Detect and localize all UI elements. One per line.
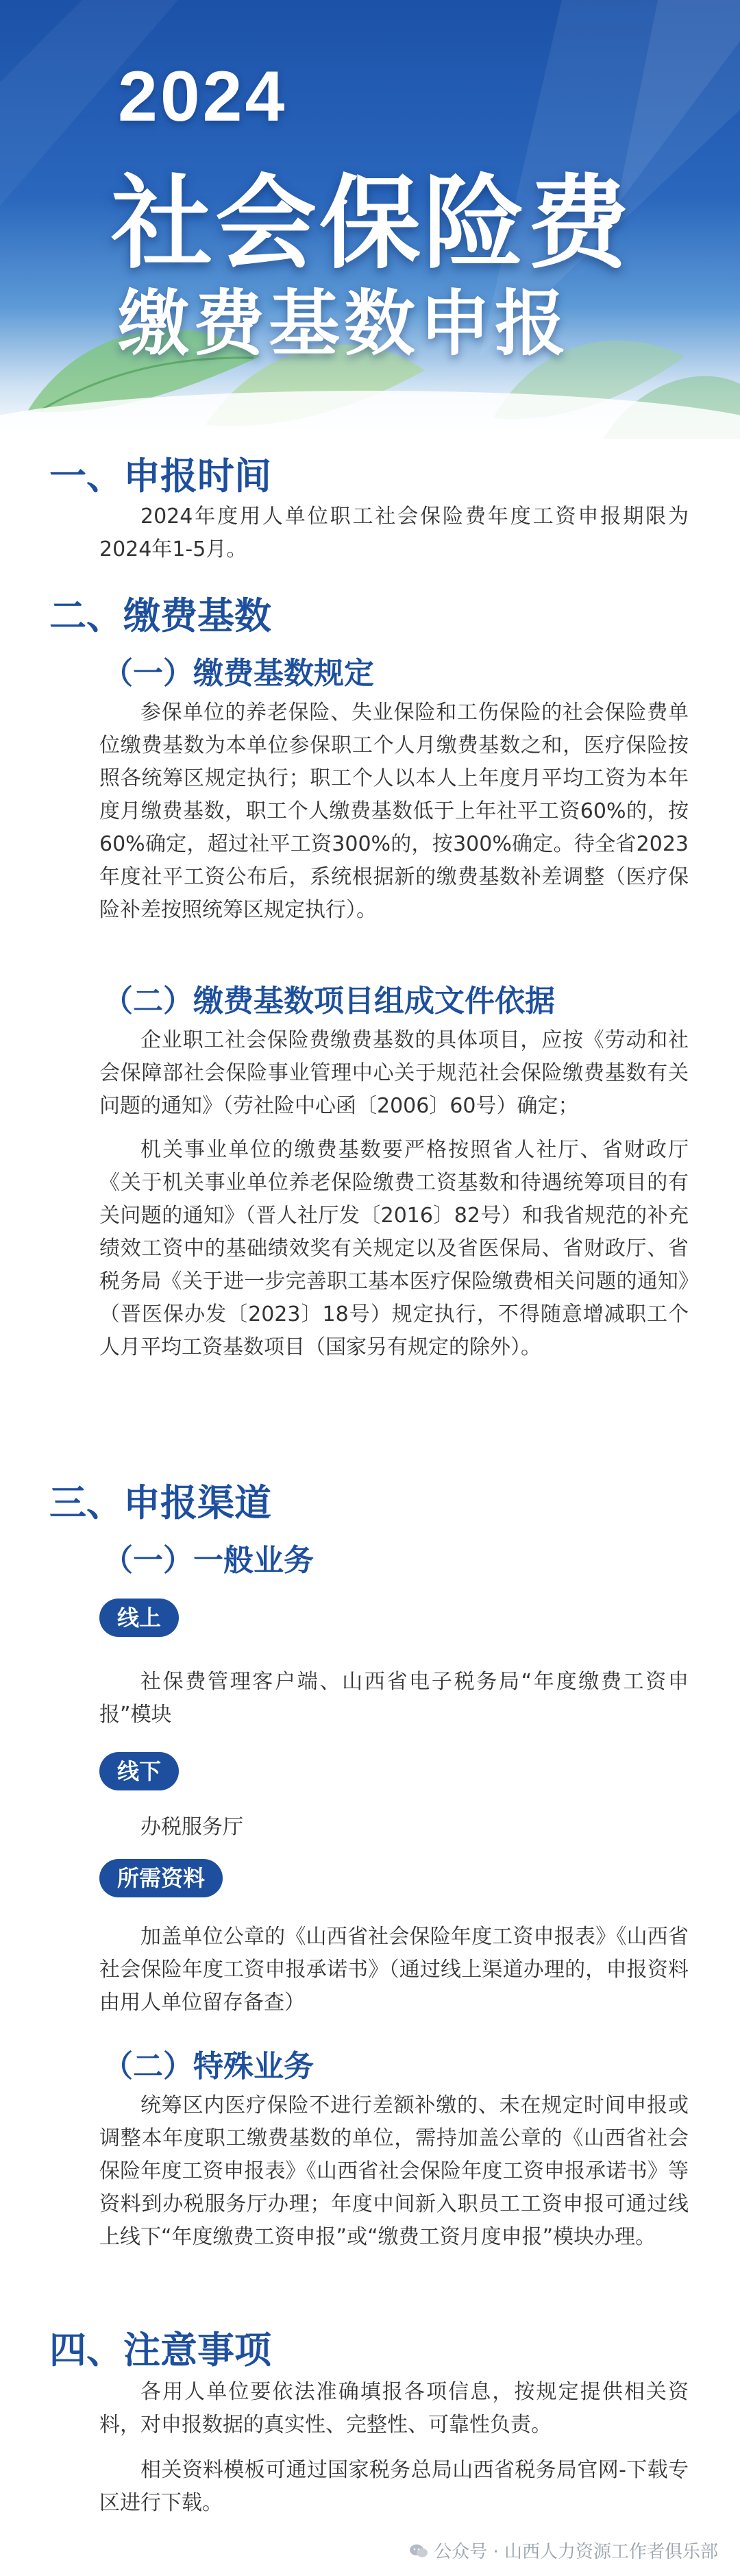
section-1-text: 2024年度用人单位职工社会保险费年度工资申报期限为2024年1-5月。 [99,505,689,561]
online-label-badge: 线上 [99,1599,179,1637]
header-banner [0,0,740,439]
section-2-2-text-2: 机关事业单位的缴费基数要严格按照省人社厅、省财政厅《关于机关事业单位养老保险缴费工资基数和待遇统筹项目的有关问题的通知》（晋人社厅发〔2016〕82号）和我省规范的补充绩效工资中的基础绩效奖有关规定以及省医保局、省财政厅、省税务局《关于进一步完善职工基本医疗保险缴费相关问题的通知》（晋医保办发〔2023〕18号）规定执行，不得随意增减职工个人月平均工资基数项目（国家另有规定的除外）。 [99,1138,689,1359]
section-heading-4: 四、注意事项 [49,2329,271,2372]
materials-text: 加盖单位公章的《山西省社会保险年度工资申报表》《山西省社会保险年度工资申报承诺书》（通过线上渠道办理的，申报资料由用人单位留存备查） [99,1925,689,2015]
section-heading-3: 三、申报渠道 [49,1481,271,1524]
wechat-watermark [409,2538,718,2563]
section-2-1-text: 参保单位的养老保险、失业保险和工伤保险的社会保险费单位缴费基数为本单位参保职工个人月缴费基数之和，医疗保险按照各统筹区规定执行；职工个人以本人上年度月平均工资为本年度月缴费基数，职工个人缴费基数低于上年社平工资60%的，按60%确定，超过社平工资300%的，按300%确定。待全省2023年度社平工资公布后，系统根据新的缴费基数补差调整（医疗保险补差按照统筹区规定执行）。 [99,701,689,922]
watermark-text: 公众号 · 山西人力资源工作者俱乐部 [434,2542,718,2562]
banner-title-line2: 缴费基数申报 [118,282,571,365]
subsection-heading-2-1: （一）缴费基数规定 [103,656,374,691]
section-4-text-1: 各用人单位要依法准确填报各项信息，按规定提供相关资料，对申报数据的真实性、完整性、可靠性负责。 [99,2380,689,2437]
banner-year: 2024 [118,57,288,136]
section-heading-1: 一、申报时间 [49,454,271,498]
offline-text: 办税服务厅 [140,1815,243,1839]
section-heading-2: 二、缴费基数 [49,594,271,637]
section-3-2-text: 统筹区内医疗保险不进行差额补缴的、未在规定时间申报或调整本年度职工缴费基数的单位，需持加盖公章的《山西省社会保险年度工资申报表》《山西省社会保险年度工资申报承诺书》等资料到办税服务厅办理；年度中间新入职员工工资申报可通过线上线下“年度缴费工资申报”或“缴费工资月度申报”模块办理。 [99,2093,689,2249]
section-2-2-text-1: 企业职工社会保险费缴费基数的具体项目，应按《劳动和社会保障部社会保险事业管理中心关于规范社会保险缴费基数有关问题的通知》（劳社险中心函〔2006〕60号）确定； [99,1028,689,1118]
section-4-text-2: 相关资料模板可通过国家税务总局山西省税务局官网-下载专区进行下载。 [99,2458,689,2515]
subsection-heading-3-2: （二）特殊业务 [103,2049,314,2084]
wechat-icon [409,2543,428,2558]
online-text: 社保费管理客户端、山西省电子税务局“年度缴费工资申报”模块 [99,1670,689,1727]
offline-label-badge: 线下 [99,1752,179,1790]
subsection-heading-2-2: （二）缴费基数项目组成文件依据 [103,984,555,1019]
banner-title-line1: 社会保险费 [111,165,632,282]
subsection-heading-3-1: （一）一般业务 [103,1543,314,1578]
materials-label-badge: 所需资料 [99,1859,223,1897]
